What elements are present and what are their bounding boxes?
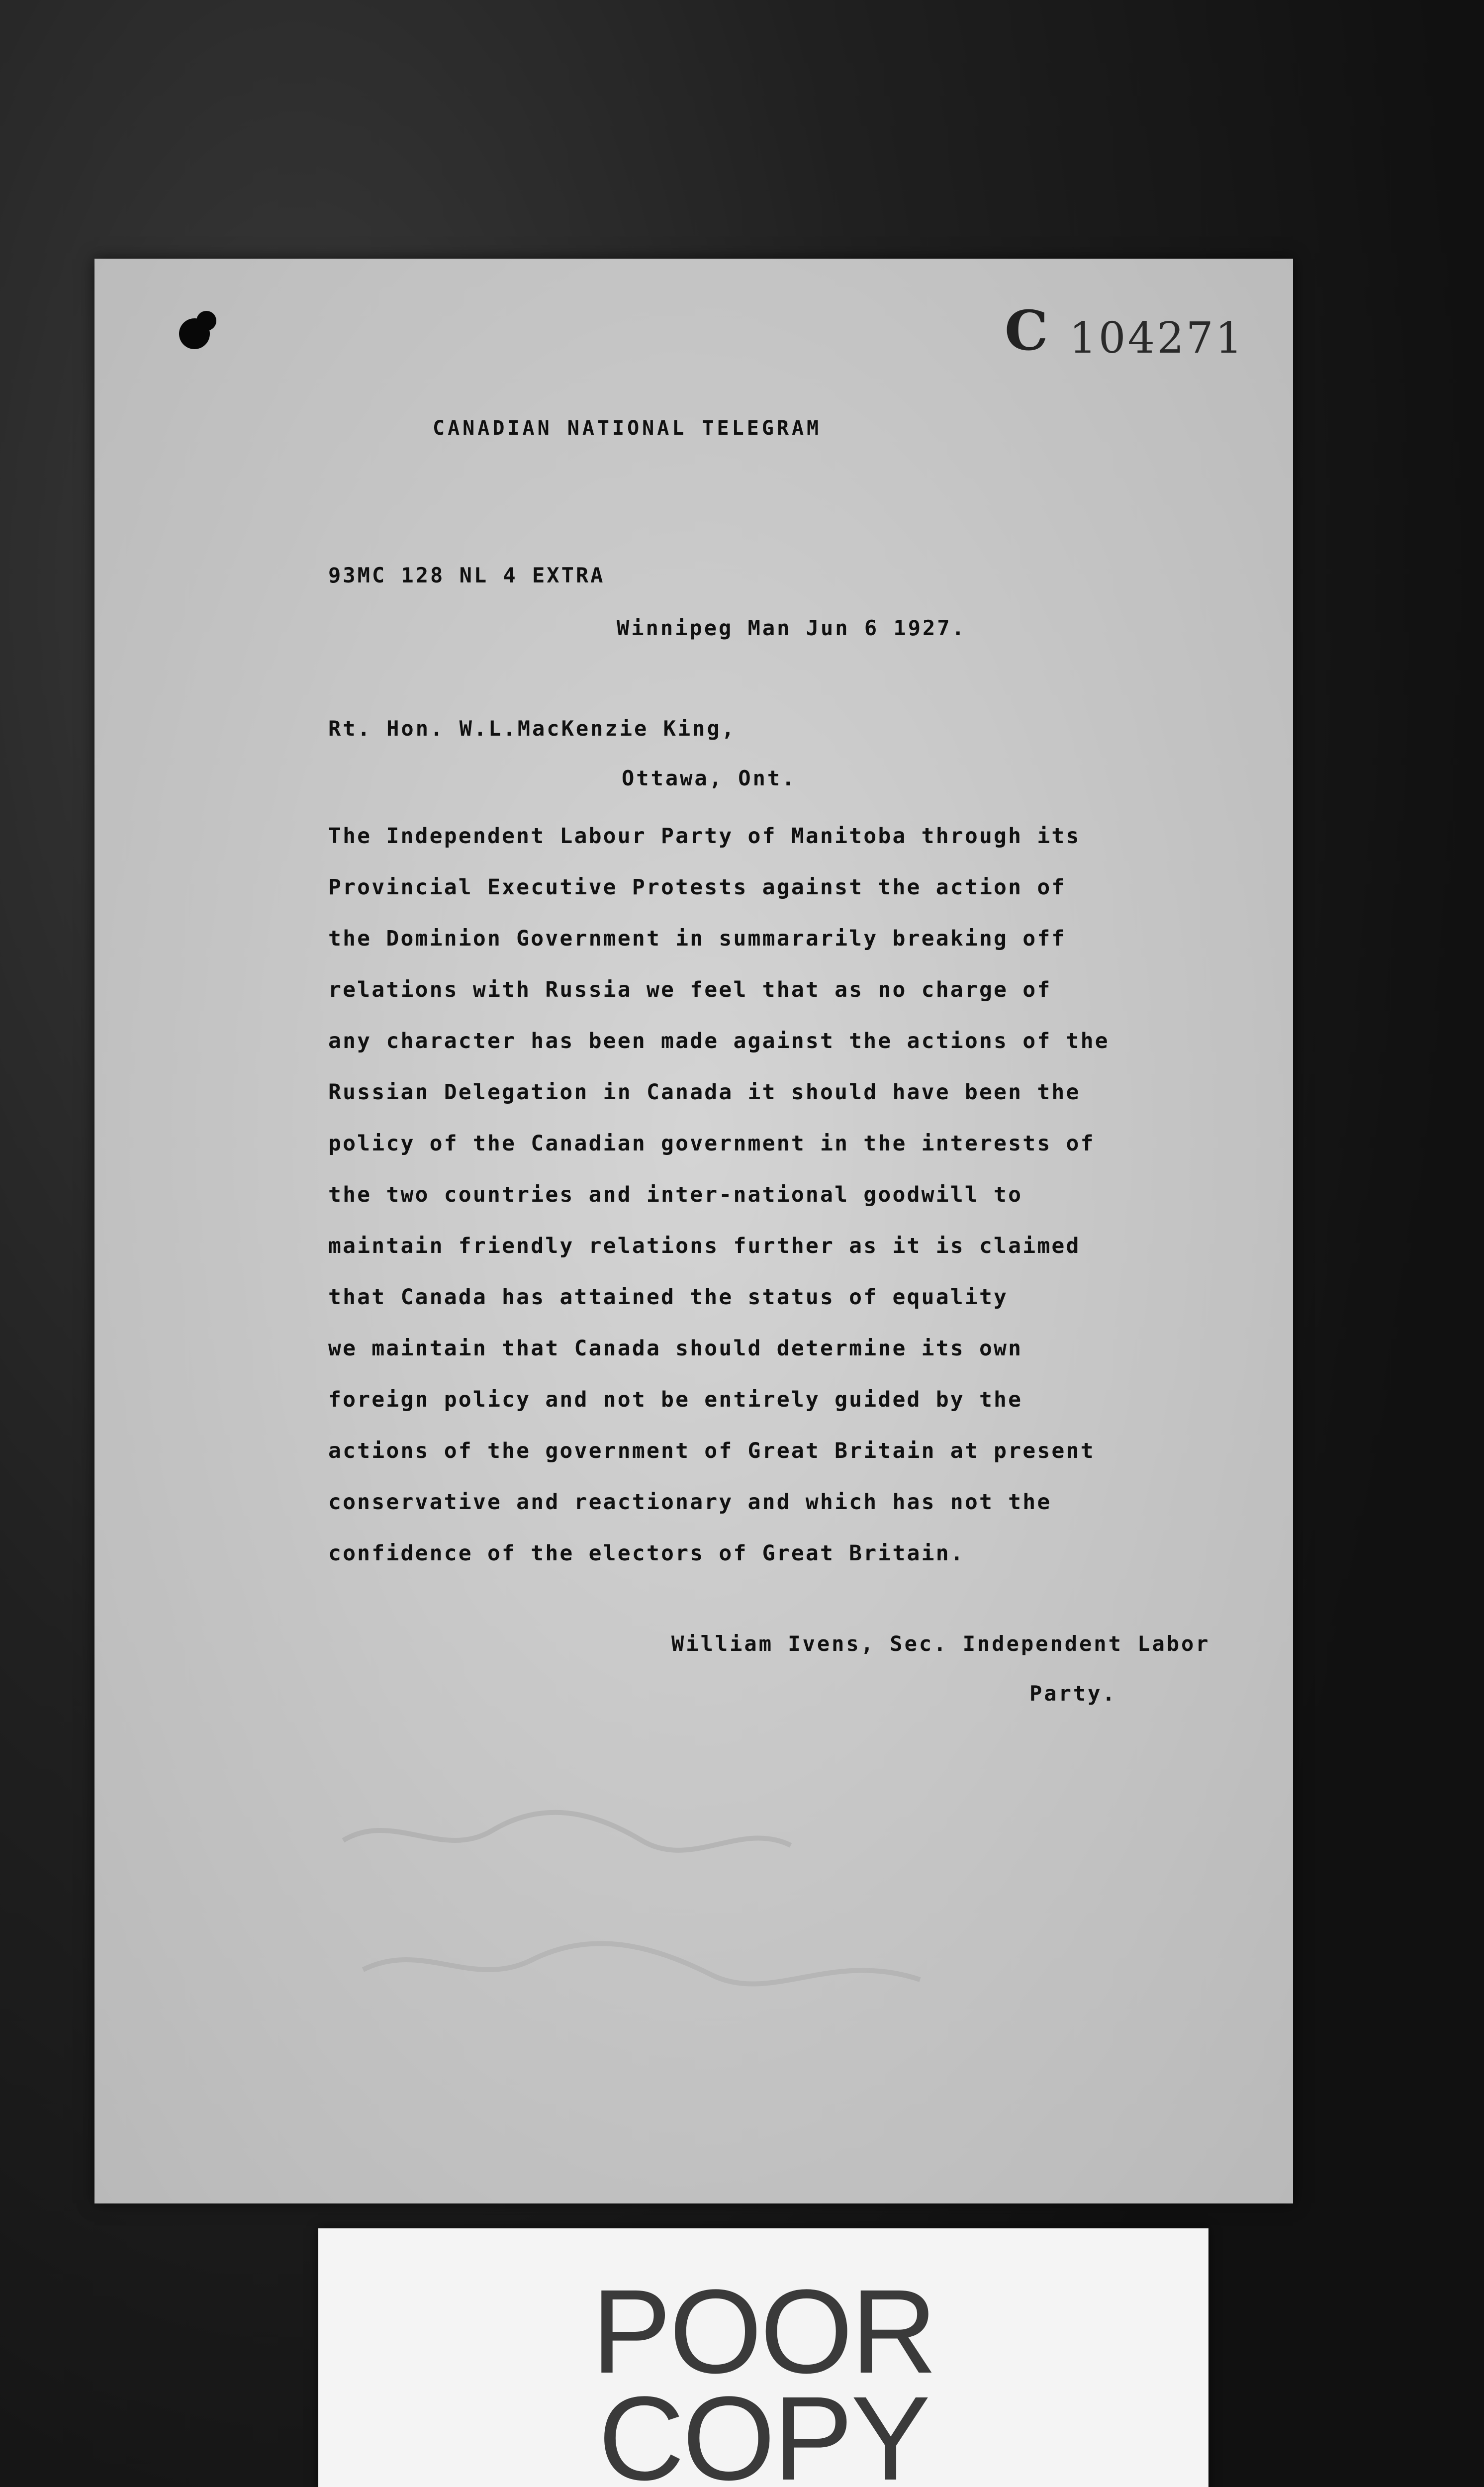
poor-copy-card: [318, 2228, 1208, 2487]
telegram-page: [94, 259, 1293, 2203]
telegram-addressee: Rt. Hon. W.L.MacKenzie King,: [328, 716, 737, 741]
body-line: maintain friendly relations further as it is claimed: [328, 1234, 1081, 1258]
body-line: the two countries and inter-national goodwill to: [328, 1182, 1023, 1207]
archive-number: 104271: [1069, 313, 1245, 363]
telegram-place-date: Winnipeg Man Jun 6 1927.: [617, 616, 966, 640]
telegram-body: [328, 811, 1110, 1579]
archive-stamp-prefix: C: [1005, 298, 1048, 363]
body-line: policy of the Canadian government in the interests of: [328, 1131, 1095, 1156]
body-line: we maintain that Canada should determine its own: [328, 1336, 1023, 1361]
poor-copy-line-2: COPY: [598, 2372, 929, 2487]
signature-line-1: William Ivens, Sec. Independent Labor: [671, 1631, 1210, 1656]
signature-line-2: Party.: [1029, 1681, 1117, 1706]
body-line: any character has been made against the actions of the: [328, 1029, 1110, 1053]
body-line: Provincial Executive Protests against the action of: [328, 875, 1066, 900]
poor-copy-line-1: POOR: [591, 2265, 935, 2398]
body-line: Russian Delegation in Canada it should have been the: [328, 1080, 1081, 1105]
body-line: The Independent Labour Party of Manitoba through its: [328, 824, 1081, 849]
telegram-code-line: 93MC 128 NL 4 EXTRA: [328, 563, 605, 587]
punch-hole: [196, 311, 216, 331]
body-line: confidence of the electors of Great Britain.: [328, 1541, 965, 1566]
body-line: foreign policy and not be entirely guided by the: [328, 1387, 1023, 1412]
body-line: actions of the government of Great Britain at present: [328, 1438, 1095, 1463]
body-line: relations with Russia we feel that as no charge of: [328, 977, 1052, 1002]
body-line: that Canada has attained the status of equality: [328, 1285, 1009, 1310]
body-line: conservative and reactionary and which has not the: [328, 1490, 1052, 1515]
telegram-title: CANADIAN NATIONAL TELEGRAM: [433, 417, 822, 440]
telegram-addressee-city: Ottawa, Ont.: [622, 766, 797, 790]
body-line: the Dominion Government in summararily breaking off: [328, 926, 1066, 951]
watermark-scribble: [333, 1781, 1029, 2039]
